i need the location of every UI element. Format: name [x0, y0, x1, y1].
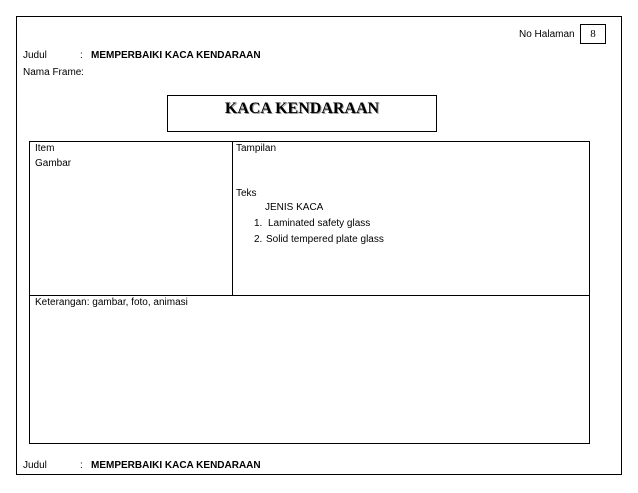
content-heading: JENIS KACA [265, 202, 324, 213]
frame-label: Nama Frame [23, 67, 82, 78]
title-box [167, 95, 437, 132]
footer-judul-separator: : [80, 460, 83, 471]
list-item: Laminated safety glass [268, 218, 371, 229]
keterangan-label: Keterangan: gambar, foto, animasi [35, 297, 188, 308]
column-divider [232, 141, 233, 295]
row-divider [29, 295, 590, 296]
judul-separator: : [80, 50, 83, 61]
list-item-number: 2. [254, 234, 263, 245]
teks-label: Teks [236, 188, 257, 199]
page-number-box: 8 [580, 24, 606, 44]
judul-value: MEMPERBAIKI KACA KENDARAAN [91, 50, 261, 61]
item-label: Item [35, 143, 55, 154]
content-table [29, 141, 590, 444]
frame-separator: : [81, 67, 84, 78]
page-number-label: No Halaman [519, 29, 575, 40]
list-item-number: 1. [254, 218, 263, 229]
tampilan-label: Tampilan [236, 143, 277, 154]
page-title: KACA KENDARAAN [224, 100, 380, 117]
judul-label: Judul [23, 50, 47, 61]
gambar-label: Gambar [35, 158, 72, 169]
list-item: Solid tempered plate glass [266, 234, 384, 245]
footer-judul-value: MEMPERBAIKI KACA KENDARAAN [91, 460, 261, 471]
footer-judul-label: Judul [23, 460, 47, 471]
